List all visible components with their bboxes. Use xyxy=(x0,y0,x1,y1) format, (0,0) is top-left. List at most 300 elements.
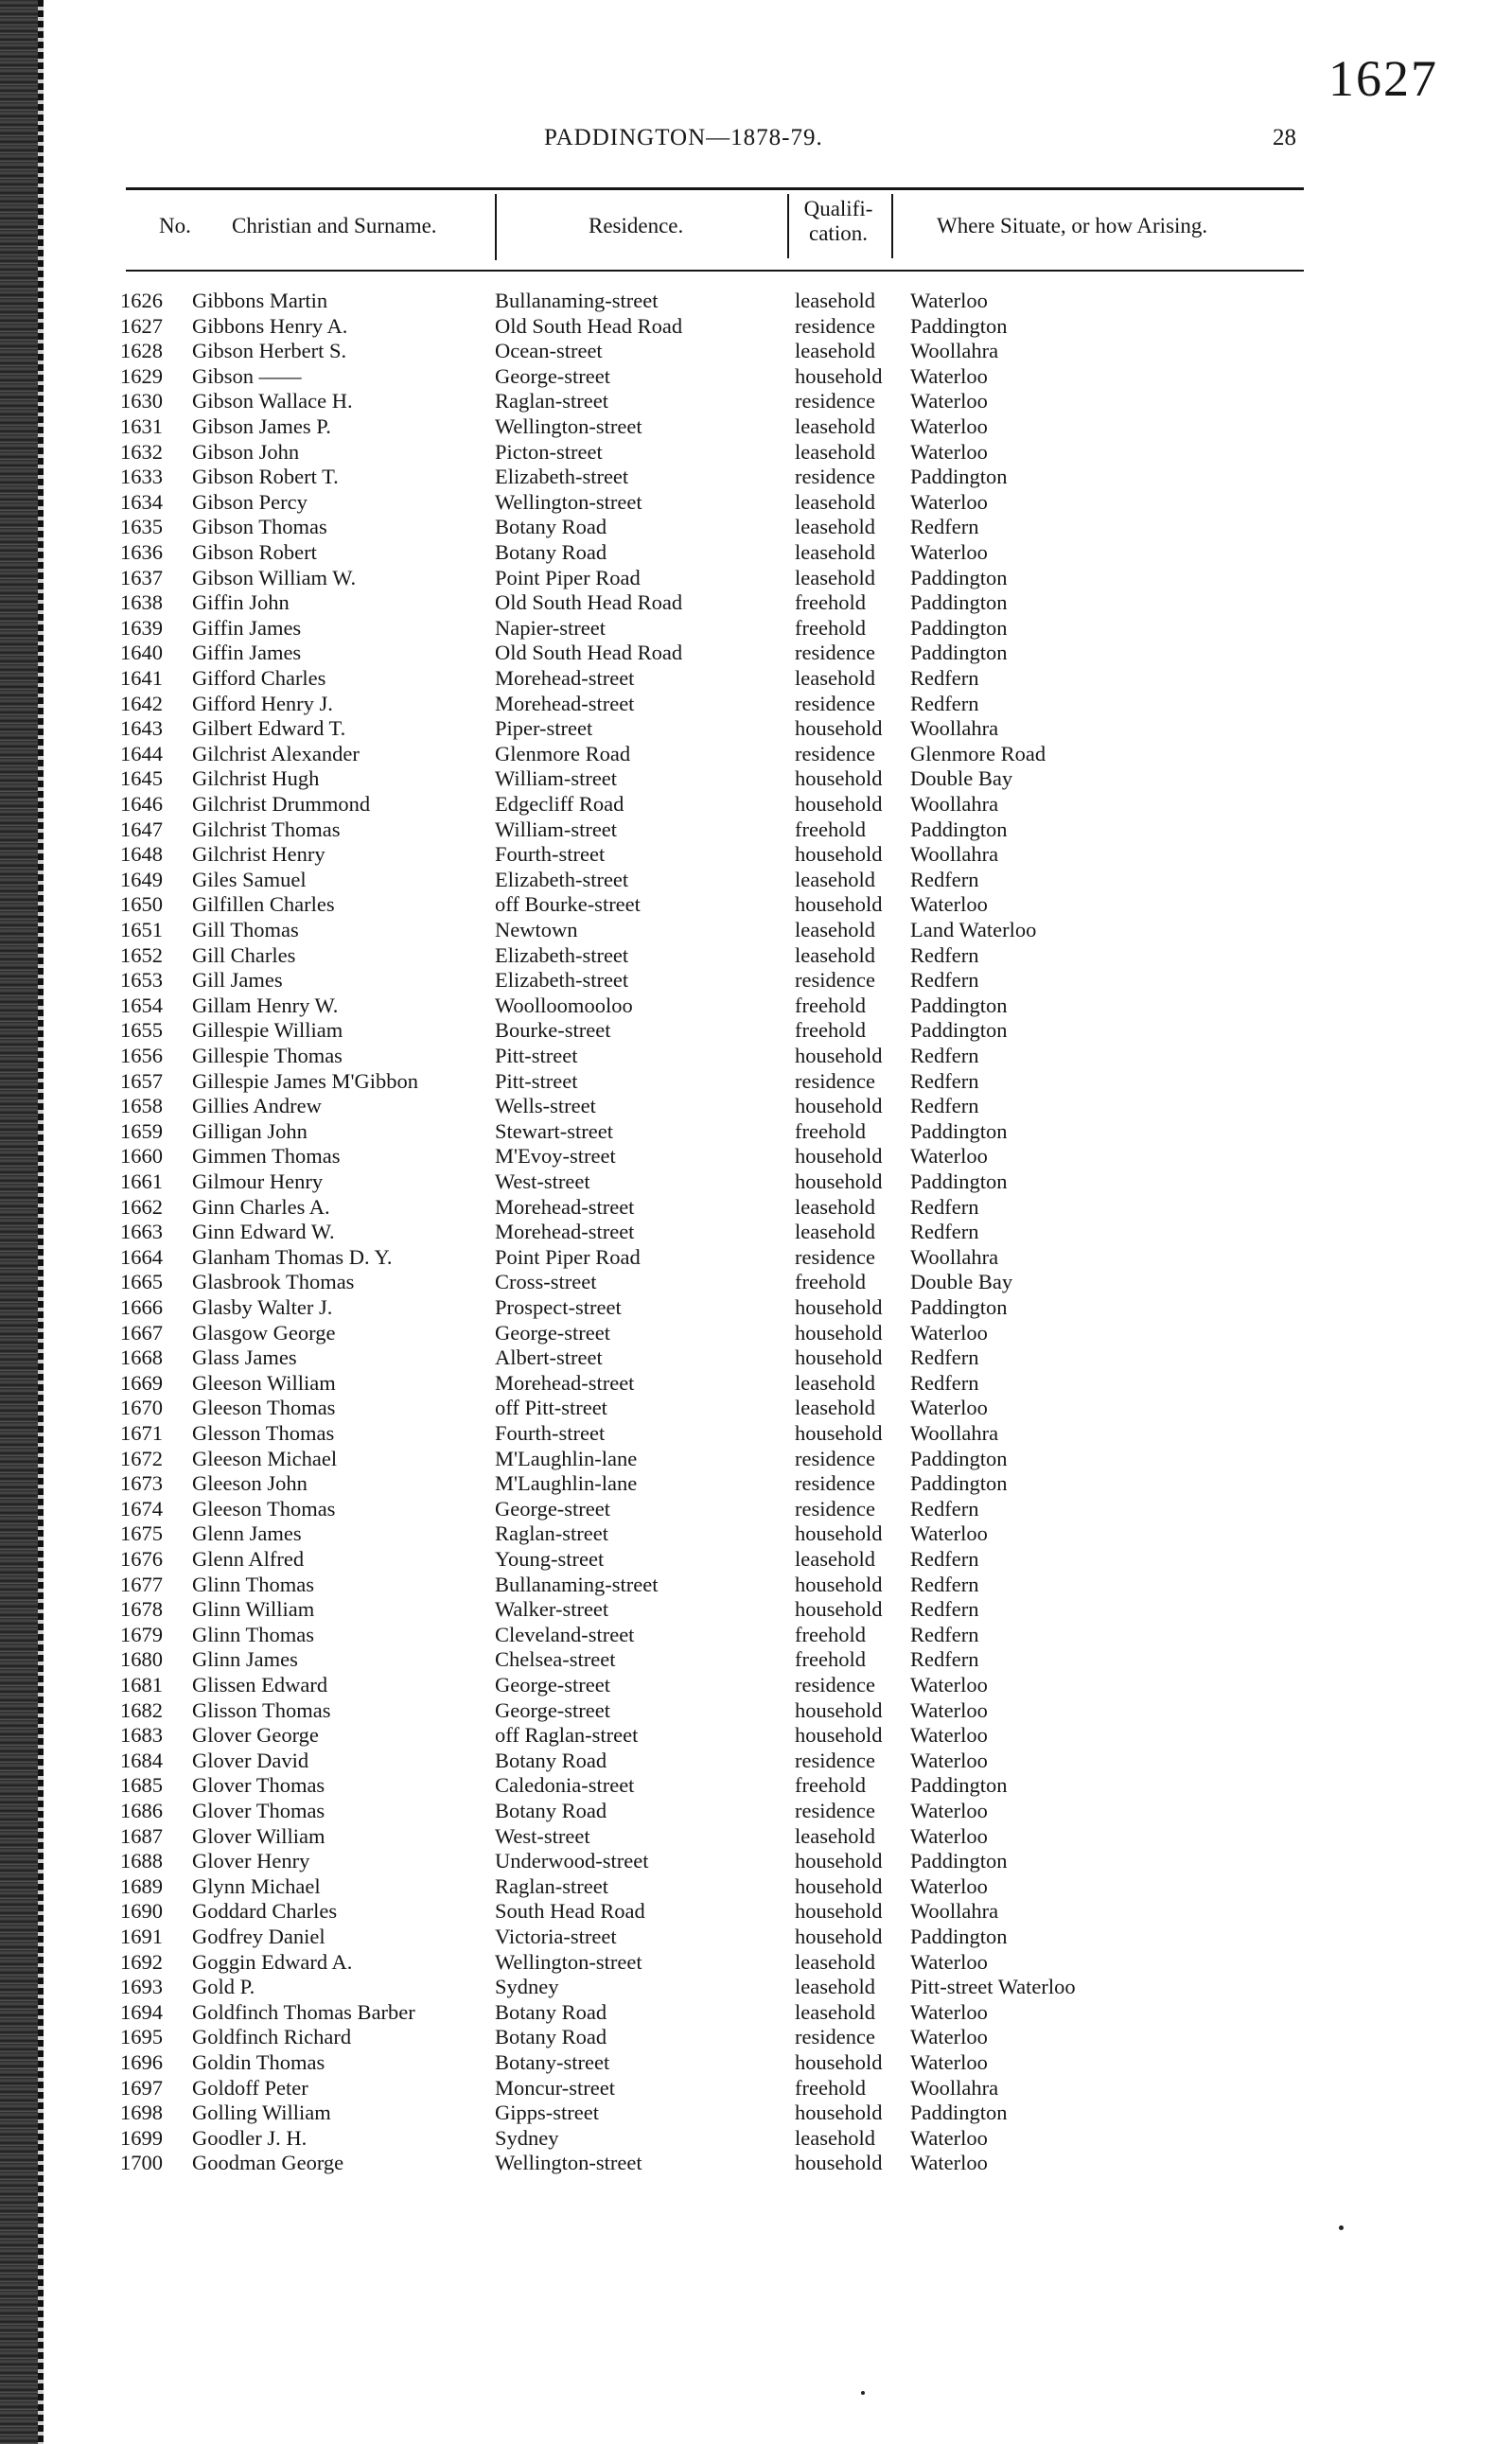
entry-residence: Morehead-street xyxy=(495,666,635,690)
entry-qualification: leasehold xyxy=(795,1823,875,1848)
entry-number: 1647 xyxy=(120,817,163,841)
entry-name: Goodman George xyxy=(192,2151,344,2175)
entry-number: 1688 xyxy=(120,1849,163,1873)
table-row xyxy=(0,364,1419,390)
header-rule-top xyxy=(126,187,1304,190)
entry-where-situate: Redfern xyxy=(910,1547,979,1571)
entry-number: 1672 xyxy=(120,1446,163,1470)
entry-number: 1636 xyxy=(120,540,163,564)
entry-number: 1665 xyxy=(120,1270,163,1294)
entry-residence: M'Laughlin-lane xyxy=(495,1446,638,1470)
entry-residence: Cleveland-street xyxy=(495,1622,635,1646)
table-row xyxy=(0,1471,1419,1497)
entry-name: Giles Samuel xyxy=(192,867,307,891)
entry-name: Goodler J. H. xyxy=(192,2125,308,2150)
entry-number: 1678 xyxy=(120,1597,163,1622)
table-row xyxy=(0,1899,1419,1925)
entry-residence: Bullanaming-street xyxy=(495,289,659,312)
entry-name: Goldfinch Thomas Barber xyxy=(192,1999,415,2024)
entry-where-situate: Land Waterloo xyxy=(910,918,1037,941)
entry-number: 1657 xyxy=(120,1068,163,1093)
entry-residence: Botany Road xyxy=(495,515,607,539)
entry-number: 1700 xyxy=(120,2151,163,2175)
entry-qualification: residence xyxy=(795,1068,875,1093)
entry-where-situate: Redfern xyxy=(910,1572,979,1596)
entry-name: Ginn Edward W. xyxy=(192,1220,335,1244)
entry-where-situate: Redfern xyxy=(910,666,979,690)
entry-qualification: household xyxy=(795,2151,883,2175)
table-row xyxy=(0,666,1419,692)
entry-number: 1639 xyxy=(120,615,163,640)
entry-name: Gilchrist Drummond xyxy=(192,792,371,816)
entry-residence: Caledonia-street xyxy=(495,1773,635,1798)
entry-name: Glover Thomas xyxy=(192,1799,325,1822)
entry-residence: Elizabeth-street xyxy=(495,942,629,967)
entry-residence: Botany Road xyxy=(495,1999,607,2024)
entry-qualification: leasehold xyxy=(795,1396,875,1420)
entry-residence: Wellington-street xyxy=(495,2151,642,2175)
entry-residence: Young-street xyxy=(495,1547,605,1571)
entry-number: 1674 xyxy=(120,1496,163,1521)
entry-qualification: household xyxy=(795,1421,883,1445)
entry-qualification: leasehold xyxy=(795,1547,875,1571)
entry-qualification: leasehold xyxy=(795,1194,875,1219)
entry-name: Gimmen Thomas xyxy=(192,1144,341,1169)
entry-name: Glasbrook Thomas xyxy=(192,1270,355,1294)
entry-name: Gifford Henry J. xyxy=(192,691,333,715)
table-row xyxy=(0,2076,1419,2101)
entry-number: 1691 xyxy=(120,1925,163,1948)
entry-number: 1653 xyxy=(120,968,163,993)
table-row xyxy=(0,1573,1419,1598)
entry-residence: Piper-street xyxy=(495,716,593,741)
entry-residence: Morehead-street xyxy=(495,1194,635,1219)
entry-residence: Fourth-street xyxy=(495,1421,606,1445)
entry-number: 1640 xyxy=(120,641,163,665)
entry-name: Goddard Charles xyxy=(192,1899,338,1924)
entry-name: Gilbert Edward T. xyxy=(192,716,346,741)
entry-where-situate: Waterloo xyxy=(910,1723,988,1748)
entry-qualification: residence xyxy=(795,1446,875,1470)
entry-residence: Albert-street xyxy=(495,1345,603,1370)
entry-residence: George-street xyxy=(495,1673,611,1697)
table-row xyxy=(0,1547,1419,1573)
entry-number: 1633 xyxy=(120,465,163,489)
entry-where-situate: Redfern xyxy=(910,515,979,539)
entry-qualification: household xyxy=(795,1899,883,1924)
table-row xyxy=(0,1975,1419,2000)
table-row xyxy=(0,1623,1419,1648)
entry-where-situate: Waterloo xyxy=(910,363,988,388)
entry-number: 1673 xyxy=(120,1471,163,1496)
entry-number: 1698 xyxy=(120,2101,163,2125)
entry-where-situate: Woollahra xyxy=(910,1899,999,1924)
entry-qualification: leasehold xyxy=(795,1220,875,1244)
entry-name: Glover William xyxy=(192,1823,325,1848)
entry-residence: Botany-street xyxy=(495,2050,610,2074)
entry-number: 1695 xyxy=(120,2025,163,2049)
entry-name: Gibson —— xyxy=(192,363,302,388)
entry-where-situate: Redfern xyxy=(910,1094,979,1118)
entry-residence: West-street xyxy=(495,1169,590,1193)
entry-number: 1675 xyxy=(120,1521,163,1546)
entry-where-situate: Waterloo xyxy=(910,1873,988,1898)
entry-number: 1685 xyxy=(120,1773,163,1798)
table-row xyxy=(0,1295,1419,1321)
table-row xyxy=(0,716,1419,742)
entry-number: 1658 xyxy=(120,1094,163,1118)
entry-residence: Moncur-street xyxy=(495,2075,616,2100)
entry-name: Gifford Charles xyxy=(192,666,326,690)
entry-number: 1671 xyxy=(120,1421,163,1445)
entry-qualification: freehold xyxy=(795,590,866,615)
entry-name: Gillies Andrew xyxy=(192,1094,322,1118)
column-divider xyxy=(891,194,893,258)
entry-residence: Morehead-street xyxy=(495,1370,635,1395)
table-row xyxy=(0,1371,1419,1397)
entry-number: 1667 xyxy=(120,1320,163,1345)
entry-residence: off Raglan-street xyxy=(495,1723,639,1748)
entry-name: Gill Thomas xyxy=(192,918,299,941)
table-row xyxy=(0,792,1419,818)
entry-qualification: leasehold xyxy=(795,489,875,514)
entry-name: Gibbons Henry A. xyxy=(192,313,348,338)
entry-where-situate: Redfern xyxy=(910,691,979,715)
entry-where-situate: Woollahra xyxy=(910,1244,999,1269)
entry-qualification: freehold xyxy=(795,993,866,1017)
entry-name: Gibson Thomas xyxy=(192,515,327,539)
entry-qualification: leasehold xyxy=(795,1949,875,1974)
entry-residence: Prospect-street xyxy=(495,1295,622,1319)
column-header-where: Where Situate, or how Arising. xyxy=(937,214,1208,237)
entry-number: 1676 xyxy=(120,1547,163,1571)
table-row xyxy=(0,2050,1419,2076)
entry-where-situate: Redfern xyxy=(910,1068,979,1093)
entry-where-situate: Paddington xyxy=(910,615,1008,640)
entry-name: Glasby Walter J. xyxy=(192,1295,333,1319)
entry-name: Glenn Alfred xyxy=(192,1547,305,1571)
entry-where-situate: Waterloo xyxy=(910,1823,988,1848)
entry-residence: George-street xyxy=(495,363,611,388)
entry-name: Goggin Edward A. xyxy=(192,1949,353,1974)
entry-where-situate: Waterloo xyxy=(910,2050,988,2074)
entry-residence: Woolloomooloo xyxy=(495,993,633,1017)
entry-qualification: household xyxy=(795,1094,883,1118)
entry-qualification: leasehold xyxy=(795,666,875,690)
column-divider xyxy=(787,194,789,258)
entry-number: 1652 xyxy=(120,942,163,967)
entry-where-situate: Waterloo xyxy=(910,1396,988,1420)
table-row xyxy=(0,1497,1419,1522)
table-row xyxy=(0,2000,1419,2026)
table-row xyxy=(0,1723,1419,1749)
entry-qualification: freehold xyxy=(795,1622,866,1646)
electoral-roll-table xyxy=(0,289,1512,2219)
entry-where-situate: Redfern xyxy=(910,1597,979,1622)
entry-qualification: leasehold xyxy=(795,2125,875,2150)
entry-name: Gillam Henry W. xyxy=(192,993,339,1017)
entry-name: Glanham Thomas D. Y. xyxy=(192,1244,393,1269)
entry-number: 1646 xyxy=(120,792,163,816)
entry-qualification: household xyxy=(795,1295,883,1319)
entry-name: Glinn Thomas xyxy=(192,1572,314,1596)
table-row xyxy=(0,540,1419,566)
entry-name: Glass James xyxy=(192,1345,297,1370)
entry-where-situate: Woollahra xyxy=(910,842,999,867)
entry-name: Glover Henry xyxy=(192,1849,310,1873)
table-row xyxy=(0,1950,1419,1976)
entry-qualification: residence xyxy=(795,1244,875,1269)
entry-residence: Victoria-street xyxy=(495,1925,617,1948)
entry-name: Glasgow George xyxy=(192,1320,336,1345)
entry-name: Glisson Thomas xyxy=(192,1697,331,1722)
entry-where-situate: Waterloo xyxy=(910,439,988,464)
entry-residence: Edgecliff Road xyxy=(495,792,624,816)
entry-number: 1694 xyxy=(120,1999,163,2024)
entry-where-situate: Redfern xyxy=(910,1622,979,1646)
entry-qualification: residence xyxy=(795,1496,875,1521)
table-row xyxy=(0,1169,1419,1195)
table-row xyxy=(0,692,1419,717)
entry-number: 1686 xyxy=(120,1799,163,1822)
entry-residence: Wellington-street xyxy=(495,414,642,438)
entry-residence: Elizabeth-street xyxy=(495,867,629,891)
table-row xyxy=(0,465,1419,490)
table-row xyxy=(0,1119,1419,1145)
entry-name: Gleeson Thomas xyxy=(192,1496,336,1521)
table-row xyxy=(0,490,1419,516)
entry-number: 1642 xyxy=(120,691,163,715)
table-row xyxy=(0,868,1419,893)
table-row xyxy=(0,440,1419,466)
entry-where-situate: Paddington xyxy=(910,641,1008,665)
entry-number: 1655 xyxy=(120,1018,163,1043)
entry-where-situate: Waterloo xyxy=(910,2125,988,2150)
entry-number: 1664 xyxy=(120,1244,163,1269)
entry-qualification: household xyxy=(795,1044,883,1067)
table-row xyxy=(0,1773,1419,1799)
entry-number: 1684 xyxy=(120,1748,163,1772)
table-row xyxy=(0,1220,1419,1245)
entry-residence: Sydney xyxy=(495,2125,559,2150)
table-row xyxy=(0,389,1419,414)
entry-name: Glover George xyxy=(192,1723,319,1748)
table-row xyxy=(0,943,1419,969)
entry-residence: Morehead-street xyxy=(495,691,635,715)
entry-qualification: leasehold xyxy=(795,339,875,363)
entry-qualification: leasehold xyxy=(795,565,875,589)
entry-residence: Elizabeth-street xyxy=(495,968,629,993)
entry-name: Gibbons Martin xyxy=(192,289,328,312)
table-row xyxy=(0,414,1419,440)
entry-residence: Old South Head Road xyxy=(495,641,683,665)
entry-qualification: residence xyxy=(795,741,875,765)
entry-name: Gill Charles xyxy=(192,942,296,967)
table-row xyxy=(0,993,1419,1019)
entry-residence: Wellington-street xyxy=(495,489,642,514)
entry-name: Gibson Wallace H. xyxy=(192,389,353,413)
entry-number: 1670 xyxy=(120,1396,163,1420)
entry-qualification: household xyxy=(795,1849,883,1873)
entry-residence: Point Piper Road xyxy=(495,1244,641,1269)
entry-residence: Old South Head Road xyxy=(495,590,683,615)
table-row xyxy=(0,1698,1419,1724)
entry-number: 1643 xyxy=(120,716,163,741)
entry-number: 1651 xyxy=(120,918,163,941)
entry-number: 1677 xyxy=(120,1572,163,1596)
entry-residence: William-street xyxy=(495,817,618,841)
entry-qualification: residence xyxy=(795,465,875,489)
entry-where-situate: Woollahra xyxy=(910,792,999,816)
entry-name: Gillespie Thomas xyxy=(192,1044,343,1067)
entry-name: Gibson James P. xyxy=(192,414,331,438)
entry-qualification: household xyxy=(795,1169,883,1193)
table-row xyxy=(0,1396,1419,1421)
table-row xyxy=(0,842,1419,868)
entry-number: 1648 xyxy=(120,842,163,867)
entry-number: 1645 xyxy=(120,766,163,791)
entry-where-situate: Redfern xyxy=(910,1370,979,1395)
entry-number: 1631 xyxy=(120,414,163,438)
entry-name: Gleeson John xyxy=(192,1471,308,1496)
entry-where-situate: Waterloo xyxy=(910,489,988,514)
entry-qualification: freehold xyxy=(795,1018,866,1043)
entry-number: 1641 xyxy=(120,666,163,690)
entry-name: Giffin James xyxy=(192,615,302,640)
entry-number: 1681 xyxy=(120,1673,163,1697)
table-row xyxy=(0,818,1419,843)
entry-residence: Stewart-street xyxy=(495,1118,613,1143)
entry-residence: Glenmore Road xyxy=(495,741,631,765)
column-header-qualification-line1: Qualifi- xyxy=(803,197,873,220)
page-number: 28 xyxy=(1273,125,1296,150)
entry-name: Goldoff Peter xyxy=(192,2075,308,2100)
entry-number: 1663 xyxy=(120,1220,163,1244)
entry-residence: Newtown xyxy=(495,918,578,941)
entry-qualification: leasehold xyxy=(795,1999,875,2024)
table-row xyxy=(0,918,1419,943)
entry-residence: M'Laughlin-lane xyxy=(495,1471,638,1496)
entry-number: 1692 xyxy=(120,1949,163,1974)
entry-qualification: leasehold xyxy=(795,540,875,564)
table-row xyxy=(0,339,1419,364)
entry-where-situate: Waterloo xyxy=(910,289,988,312)
entry-number: 1634 xyxy=(120,489,163,514)
entry-residence: Cross-street xyxy=(495,1270,597,1294)
entry-qualification: leasehold xyxy=(795,1975,875,1999)
entry-name: Gilfillen Charles xyxy=(192,892,335,917)
column-divider xyxy=(495,194,497,260)
table-row xyxy=(0,968,1419,993)
entry-residence: George-street xyxy=(495,1320,611,1345)
entry-qualification: household xyxy=(795,1521,883,1546)
entry-number: 1679 xyxy=(120,1622,163,1646)
entry-name: Giffin John xyxy=(192,590,290,615)
entry-number: 1682 xyxy=(120,1697,163,1722)
entry-qualification: residence xyxy=(795,1748,875,1772)
entry-where-situate: Paddington xyxy=(910,1446,1008,1470)
entry-number: 1654 xyxy=(120,993,163,1017)
entry-residence: Botany Road xyxy=(495,1799,607,1822)
entry-residence: Old South Head Road xyxy=(495,313,683,338)
entry-number: 1697 xyxy=(120,2075,163,2100)
running-title: PADDINGTON—1878-79. xyxy=(544,125,823,150)
entry-where-situate: Redfern xyxy=(910,1496,979,1521)
entry-residence: off Bourke-street xyxy=(495,892,641,917)
entry-where-situate: Paddington xyxy=(910,817,1008,841)
entry-number: 1637 xyxy=(120,565,163,589)
table-row xyxy=(0,892,1419,918)
table-row xyxy=(0,766,1419,792)
entry-qualification: residence xyxy=(795,641,875,665)
entry-where-situate: Paddington xyxy=(910,1925,1008,1948)
entry-number: 1680 xyxy=(120,1647,163,1672)
entry-qualification: residence xyxy=(795,1673,875,1697)
entry-name: Ginn Charles A. xyxy=(192,1194,330,1219)
entry-where-situate: Waterloo xyxy=(910,892,988,917)
entry-residence: Bourke-street xyxy=(495,1018,611,1043)
column-header-name: Christian and Surname. xyxy=(232,214,437,237)
entry-name: Glover David xyxy=(192,1748,309,1772)
table-row xyxy=(0,1069,1419,1095)
entry-where-situate: Waterloo xyxy=(910,2025,988,2049)
entry-qualification: household xyxy=(795,1320,883,1345)
entry-qualification: household xyxy=(795,892,883,917)
entry-number: 1626 xyxy=(120,289,163,312)
entry-qualification: leasehold xyxy=(795,942,875,967)
entry-where-situate: Redfern xyxy=(910,1345,979,1370)
entry-qualification: freehold xyxy=(795,817,866,841)
entry-name: Glover Thomas xyxy=(192,1773,325,1798)
entry-residence: Morehead-street xyxy=(495,1220,635,1244)
table-row xyxy=(0,1597,1419,1623)
table-row xyxy=(0,289,1419,314)
entry-name: Gilchrist Hugh xyxy=(192,766,320,791)
entry-qualification: household xyxy=(795,1873,883,1898)
folio-number: 1627 xyxy=(1328,50,1438,107)
entry-qualification: leasehold xyxy=(795,289,875,312)
entry-residence: Bullanaming-street xyxy=(495,1572,659,1596)
entry-where-situate: Redfern xyxy=(910,1044,979,1067)
table-row xyxy=(0,2101,1419,2126)
entry-qualification: freehold xyxy=(795,1773,866,1798)
entry-residence: Pitt-street xyxy=(495,1044,578,1067)
entry-number: 1629 xyxy=(120,363,163,388)
entry-where-situate: Waterloo xyxy=(910,389,988,413)
table-row xyxy=(0,2025,1419,2050)
entry-number: 1662 xyxy=(120,1194,163,1219)
entry-residence: Fourth-street xyxy=(495,842,606,867)
table-row xyxy=(0,1824,1419,1850)
entry-qualification: household xyxy=(795,716,883,741)
entry-qualification: leasehold xyxy=(795,1370,875,1395)
entry-number: 1630 xyxy=(120,389,163,413)
entry-where-situate: Waterloo xyxy=(910,1144,988,1169)
entry-where-situate: Paddington xyxy=(910,465,1008,489)
entry-name: Gold P. xyxy=(192,1975,255,1999)
table-row xyxy=(0,1044,1419,1069)
table-row xyxy=(0,1799,1419,1824)
entry-residence: George-street xyxy=(495,1697,611,1722)
entry-where-situate: Woollahra xyxy=(910,339,999,363)
table-row xyxy=(0,1321,1419,1346)
entry-qualification: household xyxy=(795,766,883,791)
entry-residence: Walker-street xyxy=(495,1597,609,1622)
entry-number: 1649 xyxy=(120,867,163,891)
entry-name: Glesson Thomas xyxy=(192,1421,335,1445)
entry-name: Gibson John xyxy=(192,439,300,464)
entry-qualification: household xyxy=(795,1345,883,1370)
